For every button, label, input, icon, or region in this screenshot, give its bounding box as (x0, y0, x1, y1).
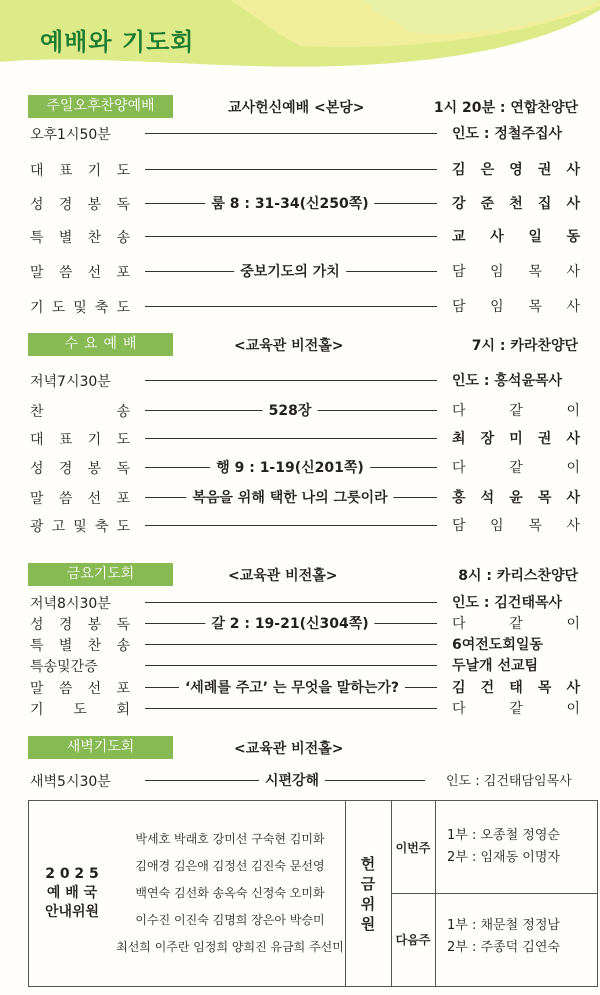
row-label: 성 경 봉 독 (30, 461, 130, 477)
row-middle: 갈 2 : 19-21(신304쪽) (205, 613, 374, 633)
usher-names-line: 김애경 김은애 김정선 김진숙 문선영 (135, 859, 325, 873)
usher-names-line: 박세호 박래호 강미선 구숙현 김미화 (135, 832, 325, 846)
section-friday (0, 563, 600, 718)
leader-line (145, 525, 437, 526)
leader-line (145, 644, 437, 645)
row-middle: 시편강해 (259, 770, 325, 790)
row-right: 6여전도회일동 (452, 637, 543, 653)
row-right: 최 장 미 권 사 (452, 431, 580, 447)
row-label: 특송및간증 (30, 659, 98, 675)
section-header (0, 333, 600, 357)
row-right: 인도 : 김건태담임목사 (446, 774, 572, 789)
committee-box (28, 800, 598, 987)
leader-line (145, 708, 437, 709)
row-label: 기 도 및 축 도 (30, 300, 130, 316)
usher-names-line: 백연숙 김선화 송옥숙 신정숙 오미화 (135, 886, 325, 900)
section-venue: <교육관 비전홀> (234, 338, 344, 354)
row-right: 담 임 목 사 (452, 299, 580, 315)
committee-title (29, 801, 115, 986)
order-row (0, 399, 600, 421)
next-week-item: 2부 : 주종덕 김연숙 (447, 940, 560, 955)
leader-line (145, 133, 437, 134)
row-label: 성 경 봉 독 (30, 617, 130, 633)
committee-title-line: 예 배 국 (46, 885, 98, 901)
order-row (0, 486, 600, 508)
row-right: 담 임 목 사 (452, 518, 580, 534)
offering-char: 헌 (360, 854, 376, 873)
row-label: 기 도 회 (30, 702, 130, 718)
usher-names-line: 최선희 이주란 임정희 양희진 유금희 주선미 (116, 940, 344, 954)
leader-line (145, 602, 437, 603)
section-time: 7시 : 카라찬양단 (471, 338, 578, 354)
order-row (0, 369, 600, 391)
row-middle: 룸 8 : 31-34(신250쪽) (205, 193, 374, 213)
usher-names-line: 이수진 이진숙 김명희 장은아 박승미 (135, 913, 325, 927)
row-label: 대 표 기 도 (30, 163, 130, 179)
order-row (0, 654, 600, 676)
leader-line (145, 169, 437, 170)
order-row (0, 295, 600, 317)
row-label: 말 씀 선 포 (30, 265, 130, 281)
section-wednesday (0, 333, 600, 535)
section-time: 8시 : 카리스찬양단 (458, 568, 578, 584)
row-right: 다 같 이 (452, 460, 580, 476)
offering-committee-label (345, 801, 391, 986)
row-label: 저녁8시30분 (30, 596, 111, 612)
row-right: 김 건 태 목 사 (452, 680, 580, 696)
row-right: 교 사 일 동 (452, 229, 580, 245)
row-label: 광 고 및 축 도 (30, 519, 130, 535)
leader-line (145, 665, 437, 666)
this-week-item: 2부 : 임재동 이명자 (447, 850, 560, 865)
row-right: 담 임 목 사 (452, 264, 580, 280)
row-label: 성 경 봉 독 (30, 197, 130, 213)
committee-title-line: 2 0 2 5 (45, 866, 99, 882)
order-row (0, 612, 600, 634)
order-row (0, 769, 600, 791)
offering-char: 금 (360, 874, 376, 893)
this-week-list (447, 825, 597, 869)
section-header (0, 736, 600, 760)
this-week-item: 1부 : 오종철 정영순 (447, 828, 560, 843)
section-time: 1시 20분 : 연합찬양단 (433, 100, 578, 116)
offering-char: 원 (360, 914, 376, 933)
row-label: 대 표 기 도 (30, 432, 130, 448)
divider (391, 893, 597, 894)
section-venue: <교육관 비전홀> (234, 741, 344, 757)
section-tag: 새벽기도회 (28, 736, 173, 759)
section-venue: 교사헌신예배 <본당> (228, 100, 365, 116)
leader-line (145, 236, 437, 237)
row-label: 오후1시50분 (30, 127, 111, 143)
row-right: 다 같 이 (452, 403, 580, 419)
committee-title-line: 안내위원 (44, 904, 100, 920)
row-label: 찬 송 (30, 404, 130, 420)
row-label: 특 별 찬 송 (30, 638, 130, 654)
next-week-item: 1부 : 채문철 정정남 (447, 918, 560, 933)
row-middle: 중보기도의 가치 (234, 261, 346, 281)
order-row (0, 514, 600, 536)
row-middle: 528장 (263, 400, 318, 420)
order-row (0, 633, 600, 655)
order-row (0, 427, 600, 449)
section-header (0, 95, 600, 119)
this-week-label: 이번주 (395, 841, 431, 855)
order-row (0, 158, 600, 180)
section-tag: 주일오후찬양예배 (28, 95, 173, 118)
order-row (0, 260, 600, 282)
row-right: 인도 : 김건태목사 (452, 595, 563, 611)
row-right: 인도 : 정철주집사 (452, 126, 563, 142)
section-tag: 수 요 예 배 (28, 333, 173, 356)
section-dawn (0, 736, 600, 790)
section-tag: 금요기도회 (28, 563, 173, 586)
order-row (0, 122, 600, 144)
order-row (0, 676, 600, 698)
leader-line (145, 306, 437, 307)
row-label: 말 씀 선 포 (30, 491, 130, 507)
order-row (0, 697, 600, 719)
row-right: 인도 : 홍석윤목사 (452, 373, 563, 389)
row-right: 김 은 영 권 사 (452, 162, 580, 178)
order-row (0, 456, 600, 478)
leader-line (145, 438, 437, 439)
section-header (0, 563, 600, 587)
next-week-list (447, 915, 597, 959)
row-right: 두날개 선교팀 (452, 658, 539, 674)
row-right: 강 준 천 집 사 (452, 196, 580, 212)
order-row (0, 591, 600, 613)
row-right: 다 같 이 (452, 701, 580, 717)
usher-names (115, 801, 345, 986)
leader-line (145, 380, 437, 381)
row-right: 홍 석 윤 목 사 (452, 490, 580, 506)
row-right: 다 같 이 (452, 616, 580, 632)
next-week-label: 다음주 (395, 933, 431, 947)
row-label: 새벽5시30분 (30, 774, 111, 790)
order-row (0, 225, 600, 247)
row-label: 특 별 찬 송 (30, 230, 130, 246)
page-title: 예배와 기도회 (40, 28, 195, 56)
row-middle: ‘세례를 주고’ 는 무엇을 말하는가? (179, 677, 405, 697)
row-middle: 행 9 : 1-19(신201쪽) (210, 457, 370, 477)
row-label: 저녁7시30분 (30, 374, 111, 390)
row-label: 말 씀 선 포 (30, 681, 130, 697)
section-venue: <교육관 비전홀> (228, 568, 338, 584)
section-sunday-afternoon (0, 95, 600, 316)
row-middle: 복음을 위해 택한 나의 그릇이라 (186, 487, 393, 507)
order-row (0, 192, 600, 214)
offering-char: 위 (360, 894, 376, 913)
